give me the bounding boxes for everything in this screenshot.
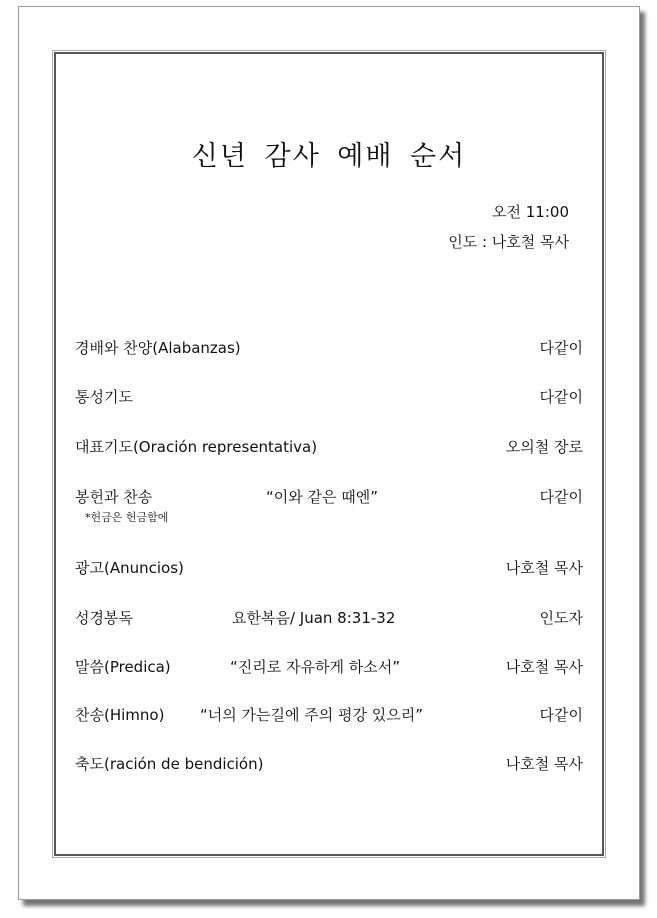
order-item-by: 인도자 (539, 609, 583, 627)
order-item-note: *헌금은 헌금함에 (85, 511, 169, 524)
order-item (75, 656, 583, 678)
order-item-by: 다같이 (539, 488, 583, 506)
order-item (75, 557, 583, 579)
order-item-scripture: 요한복음/ Juan 8:31-32 (232, 609, 396, 627)
order-item-by: 나호철 목사 (505, 559, 583, 577)
order-item-name: 경배와 찬양(Alabanzas) (75, 339, 241, 357)
service-time: 오전 11:00 (492, 203, 569, 221)
order-item (75, 607, 583, 629)
order-item-sermon-title: “진리로 자유하게 하소서” (230, 658, 400, 676)
document-page (18, 6, 640, 900)
order-item-by: 다같이 (539, 339, 583, 357)
order-item (75, 486, 583, 524)
order-item (75, 704, 583, 726)
order-item-hymn: “이와 같은 때엔” (266, 488, 379, 506)
order-item-by: 다같이 (539, 388, 583, 406)
order-item-name: 봉헌과 찬송 (75, 488, 153, 506)
order-item (75, 386, 583, 408)
service-leader: 인도 : 나호철 목사 (448, 233, 569, 251)
order-item-name: 찬송(Himno) (75, 706, 165, 724)
order-item (75, 436, 583, 458)
order-item-name: 축도(ración de bendición) (75, 755, 264, 773)
order-item-by: 나호철 목사 (505, 755, 583, 773)
order-item-by: 다같이 (539, 706, 583, 724)
order-item-name: 말씀(Predica) (75, 658, 171, 676)
order-item-name: 광고(Anuncios) (75, 559, 184, 577)
order-item-name: 통성기도 (75, 388, 133, 406)
order-item-by: 나호철 목사 (505, 658, 583, 676)
order-item-name: 성경봉독 (75, 609, 133, 627)
order-item (75, 753, 583, 775)
order-item-by: 오의철 장로 (505, 438, 583, 456)
page-border-frame (54, 52, 604, 856)
page-title: 신년 감사 예배 순서 (191, 141, 467, 172)
order-item-hymn: “너의 가는길에 주의 평강 있으리” (200, 706, 423, 724)
order-item (75, 337, 583, 359)
order-item-name: 대표기도(Oración representativa) (75, 438, 318, 456)
